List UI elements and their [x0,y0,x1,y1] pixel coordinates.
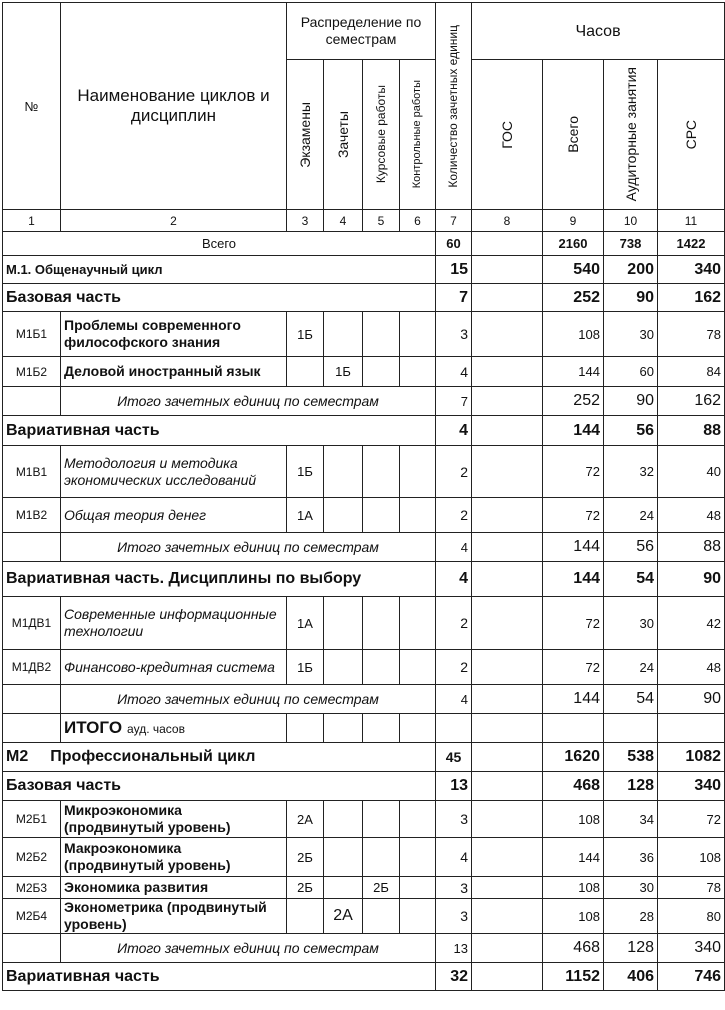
gos-cell [472,650,543,685]
units-cell: 45 [436,743,472,772]
header-total: Всего [543,60,604,210]
classroom-hours-cell: 538 [604,743,658,772]
coursework-cell [363,899,400,934]
credits-cell [324,597,363,650]
table-row [3,446,725,498]
table-row [3,232,725,256]
classroom-hours-cell: 56 [604,533,658,562]
srs-hours-cell: 88 [658,533,725,562]
units-cell: 4 [436,562,472,597]
discipline-name: Экономика развития [61,877,287,899]
units-cell: 4 [436,357,472,387]
itogo-aud-label [61,714,287,743]
classroom-hours-cell: 406 [604,963,658,991]
table-row [3,899,725,934]
srs-hours-cell: 108 [658,838,725,877]
gos-cell [472,743,543,772]
srs-hours-cell: 48 [658,498,725,533]
itogo-label: Итого зачетных единиц по семестрам [61,533,436,562]
units-cell: 2 [436,446,472,498]
table-row [3,650,725,685]
discipline-code: М2Б1 [3,801,61,838]
total-hours-cell: 108 [543,899,604,934]
classroom-hours-cell: 128 [604,772,658,801]
units-cell: 2 [436,498,472,533]
control-cell [400,357,436,387]
section-name: Вариативная часть [3,963,436,991]
total-hours-cell: 1620 [543,743,604,772]
empty-cell [324,714,363,743]
table-row [3,387,725,416]
total-hours-cell: 108 [543,312,604,357]
total-hours-cell: 72 [543,650,604,685]
table-row [3,416,725,446]
units-cell: 7 [436,284,472,312]
empty-cell [400,714,436,743]
discipline-code: М1Б2 [3,357,61,387]
total-hours-cell: 468 [543,772,604,801]
srs-hours-cell: 162 [658,387,725,416]
units-cell: 60 [436,232,472,256]
table-row [3,533,725,562]
gos-cell [472,772,543,801]
gos-cell [472,312,543,357]
classroom-hours-cell: 30 [604,597,658,650]
coursework-cell [363,357,400,387]
coursework-cell [363,312,400,357]
column-number: 10 [604,210,658,232]
row-name: Всего [3,232,436,256]
coursework-cell: 2Б [363,877,400,899]
column-number: 6 [400,210,436,232]
header-control: Контрольные работы [400,60,436,210]
gos-cell [472,562,543,597]
gos-cell [472,416,543,446]
credits-cell [324,877,363,899]
srs-hours-cell: 746 [658,963,725,991]
table-row [3,934,725,963]
coursework-cell [363,650,400,685]
srs-hours-cell: 40 [658,446,725,498]
table-row [3,714,725,743]
exams-cell: 1А [287,498,324,533]
header-exams: Экзамены [287,60,324,210]
gos-cell [472,232,543,256]
section-name [3,743,436,772]
coursework-cell [363,446,400,498]
column-number: 5 [363,210,400,232]
empty-cell [436,714,472,743]
discipline-code: М1В1 [3,446,61,498]
units-cell: 2 [436,650,472,685]
srs-hours-cell: 90 [658,562,725,597]
units-cell: 13 [436,934,472,963]
header-hours: Часов [472,3,725,60]
units-cell: 3 [436,312,472,357]
empty-cell [3,685,61,714]
gos-cell [472,597,543,650]
empty-cell [658,714,725,743]
column-number: 11 [658,210,725,232]
section-name: Вариативная часть. Дисциплины по выбору [3,562,436,597]
itogo-label: Итого зачетных единиц по семестрам [61,934,436,963]
srs-hours-cell: 42 [658,597,725,650]
gos-cell [472,533,543,562]
total-hours-cell: 144 [543,562,604,597]
control-cell [400,899,436,934]
units-cell: 32 [436,963,472,991]
exams-cell: 2А [287,801,324,838]
classroom-hours-cell: 24 [604,650,658,685]
classroom-hours-cell: 738 [604,232,658,256]
table-row [3,597,725,650]
header-gos: ГОС [472,60,543,210]
header-credits: Зачеты [324,60,363,210]
coursework-cell [363,801,400,838]
discipline-name: Проблемы современного философского знания [61,312,287,357]
classroom-hours-cell: 30 [604,312,658,357]
discipline-name: Эконометрика (продвинутый уровень) [61,899,287,934]
classroom-hours-cell: 90 [604,284,658,312]
column-number: 8 [472,210,543,232]
units-cell: 3 [436,801,472,838]
discipline-code: М1ДВ1 [3,597,61,650]
empty-cell [604,714,658,743]
table-row [3,498,725,533]
classroom-hours-cell: 128 [604,934,658,963]
control-cell [400,446,436,498]
srs-hours-cell: 78 [658,312,725,357]
units-cell: 7 [436,387,472,416]
srs-hours-cell: 340 [658,256,725,284]
coursework-cell [363,498,400,533]
table-row [3,801,725,838]
units-cell: 3 [436,899,472,934]
column-number: 2 [61,210,287,232]
srs-hours-cell: 90 [658,685,725,714]
classroom-hours-cell: 32 [604,446,658,498]
classroom-hours-cell: 200 [604,256,658,284]
cycle-name: Профессиональный цикл [50,748,256,765]
total-hours-cell: 72 [543,597,604,650]
discipline-name: Методология и методика экономических исследований [61,446,287,498]
classroom-hours-cell: 90 [604,387,658,416]
classroom-hours-cell: 54 [604,562,658,597]
empty-cell [3,934,61,963]
table-row [3,685,725,714]
control-cell [400,877,436,899]
discipline-code: М2Б4 [3,899,61,934]
empty-cell [3,387,61,416]
gos-cell [472,801,543,838]
empty-cell [3,533,61,562]
exams-cell: 2Б [287,838,324,877]
empty-cell [363,714,400,743]
credits-cell [324,801,363,838]
srs-hours-cell: 48 [658,650,725,685]
total-hours-cell: 144 [543,533,604,562]
gos-cell [472,498,543,533]
credits-cell: 2А [324,899,363,934]
units-cell: 4 [436,533,472,562]
empty-cell [472,714,543,743]
gos-cell [472,685,543,714]
exams-cell: 1А [287,597,324,650]
classroom-hours-cell: 56 [604,416,658,446]
discipline-code: М1Б1 [3,312,61,357]
gos-cell [472,877,543,899]
table-row [3,312,725,357]
discipline-code: М1ДВ2 [3,650,61,685]
exams-cell: 2Б [287,877,324,899]
credits-cell: 1Б [324,357,363,387]
table-row [3,963,725,991]
column-number: 9 [543,210,604,232]
table-row [3,877,725,899]
classroom-hours-cell: 28 [604,899,658,934]
header-name: Наименование циклов и дисциплин [61,3,287,210]
column-number: 3 [287,210,324,232]
srs-hours-cell: 84 [658,357,725,387]
srs-hours-cell: 1082 [658,743,725,772]
credits-cell [324,312,363,357]
units-cell: 4 [436,838,472,877]
total-hours-cell: 540 [543,256,604,284]
control-cell [400,312,436,357]
header-coursework: Курсовые работы [363,60,400,210]
total-hours-cell: 108 [543,877,604,899]
classroom-hours-cell: 34 [604,801,658,838]
classroom-hours-cell: 36 [604,838,658,877]
coursework-cell [363,597,400,650]
discipline-name: Деловой иностранный язык [61,357,287,387]
column-number: 7 [436,210,472,232]
cycle-code: М2 [6,748,29,765]
classroom-hours-cell: 60 [604,357,658,387]
exams-cell: 1Б [287,312,324,357]
header-srs: СРС [658,60,725,210]
gos-cell [472,357,543,387]
control-cell [400,498,436,533]
classroom-hours-cell: 30 [604,877,658,899]
discipline-code: М1В2 [3,498,61,533]
itogo-big: ИТОГО [64,718,123,737]
units-cell: 4 [436,416,472,446]
itogo-label: Итого зачетных единиц по семестрам [61,387,436,416]
classroom-hours-cell: 24 [604,498,658,533]
table-row [3,562,725,597]
table-row [3,357,725,387]
table-row [3,743,725,772]
srs-hours-cell: 88 [658,416,725,446]
itogo-small: ауд. часов [127,722,185,736]
control-cell [400,650,436,685]
header-distribution: Распределение по семестрам [287,3,436,60]
units-cell: 4 [436,685,472,714]
total-hours-cell: 108 [543,801,604,838]
itogo-label: Итого зачетных единиц по семестрам [61,685,436,714]
table-row [3,256,725,284]
discipline-name: Микроэкономика (продвинутый уровень) [61,801,287,838]
table-row [3,772,725,801]
coursework-cell [363,838,400,877]
units-cell: 3 [436,877,472,899]
header-classroom: Аудиторные занятия [604,60,658,210]
credits-cell [324,650,363,685]
total-hours-cell: 468 [543,934,604,963]
discipline-name: Общая теория денег [61,498,287,533]
column-numbers-row [3,210,725,232]
exams-cell [287,357,324,387]
gos-cell [472,899,543,934]
total-hours-cell: 2160 [543,232,604,256]
gos-cell [472,284,543,312]
section-name: Базовая часть [3,772,436,801]
discipline-code: М2Б2 [3,838,61,877]
discipline-name: Современные информационные технологии [61,597,287,650]
credits-cell [324,446,363,498]
table-row [3,284,725,312]
exams-cell: 1Б [287,446,324,498]
gos-cell [472,256,543,284]
credits-cell [324,498,363,533]
srs-hours-cell: 162 [658,284,725,312]
gos-cell [472,387,543,416]
srs-hours-cell: 78 [658,877,725,899]
total-hours-cell: 144 [543,838,604,877]
empty-cell [543,714,604,743]
exams-cell: 1Б [287,650,324,685]
header-units: Количество зачетных единиц [436,3,472,210]
control-cell [400,801,436,838]
units-cell: 2 [436,597,472,650]
total-hours-cell: 72 [543,446,604,498]
total-hours-cell: 1152 [543,963,604,991]
discipline-name: Макроэкономика (продвинутый уровень) [61,838,287,877]
discipline-code: М2Б3 [3,877,61,899]
total-hours-cell: 144 [543,416,604,446]
gos-cell [472,963,543,991]
total-hours-cell: 144 [543,685,604,714]
section-name: Базовая часть [3,284,436,312]
column-number: 4 [324,210,363,232]
total-hours-cell: 144 [543,357,604,387]
table-row [3,838,725,877]
total-hours-cell: 72 [543,498,604,533]
discipline-name: Финансово-кредитная система [61,650,287,685]
section-name: М.1. Общенаучный цикл [3,256,436,284]
total-hours-cell: 252 [543,387,604,416]
units-cell: 15 [436,256,472,284]
srs-hours-cell: 72 [658,801,725,838]
empty-cell [3,714,61,743]
curriculum-table [2,2,725,991]
section-name: Вариативная часть [3,416,436,446]
total-hours-cell: 252 [543,284,604,312]
srs-hours-cell: 340 [658,772,725,801]
control-cell [400,597,436,650]
gos-cell [472,838,543,877]
units-cell: 13 [436,772,472,801]
empty-cell [287,714,324,743]
gos-cell [472,934,543,963]
credits-cell [324,838,363,877]
header-no: № [3,3,61,210]
column-number: 1 [3,210,61,232]
srs-hours-cell: 1422 [658,232,725,256]
gos-cell [472,446,543,498]
srs-hours-cell: 80 [658,899,725,934]
control-cell [400,838,436,877]
exams-cell [287,899,324,934]
srs-hours-cell: 340 [658,934,725,963]
classroom-hours-cell: 54 [604,685,658,714]
